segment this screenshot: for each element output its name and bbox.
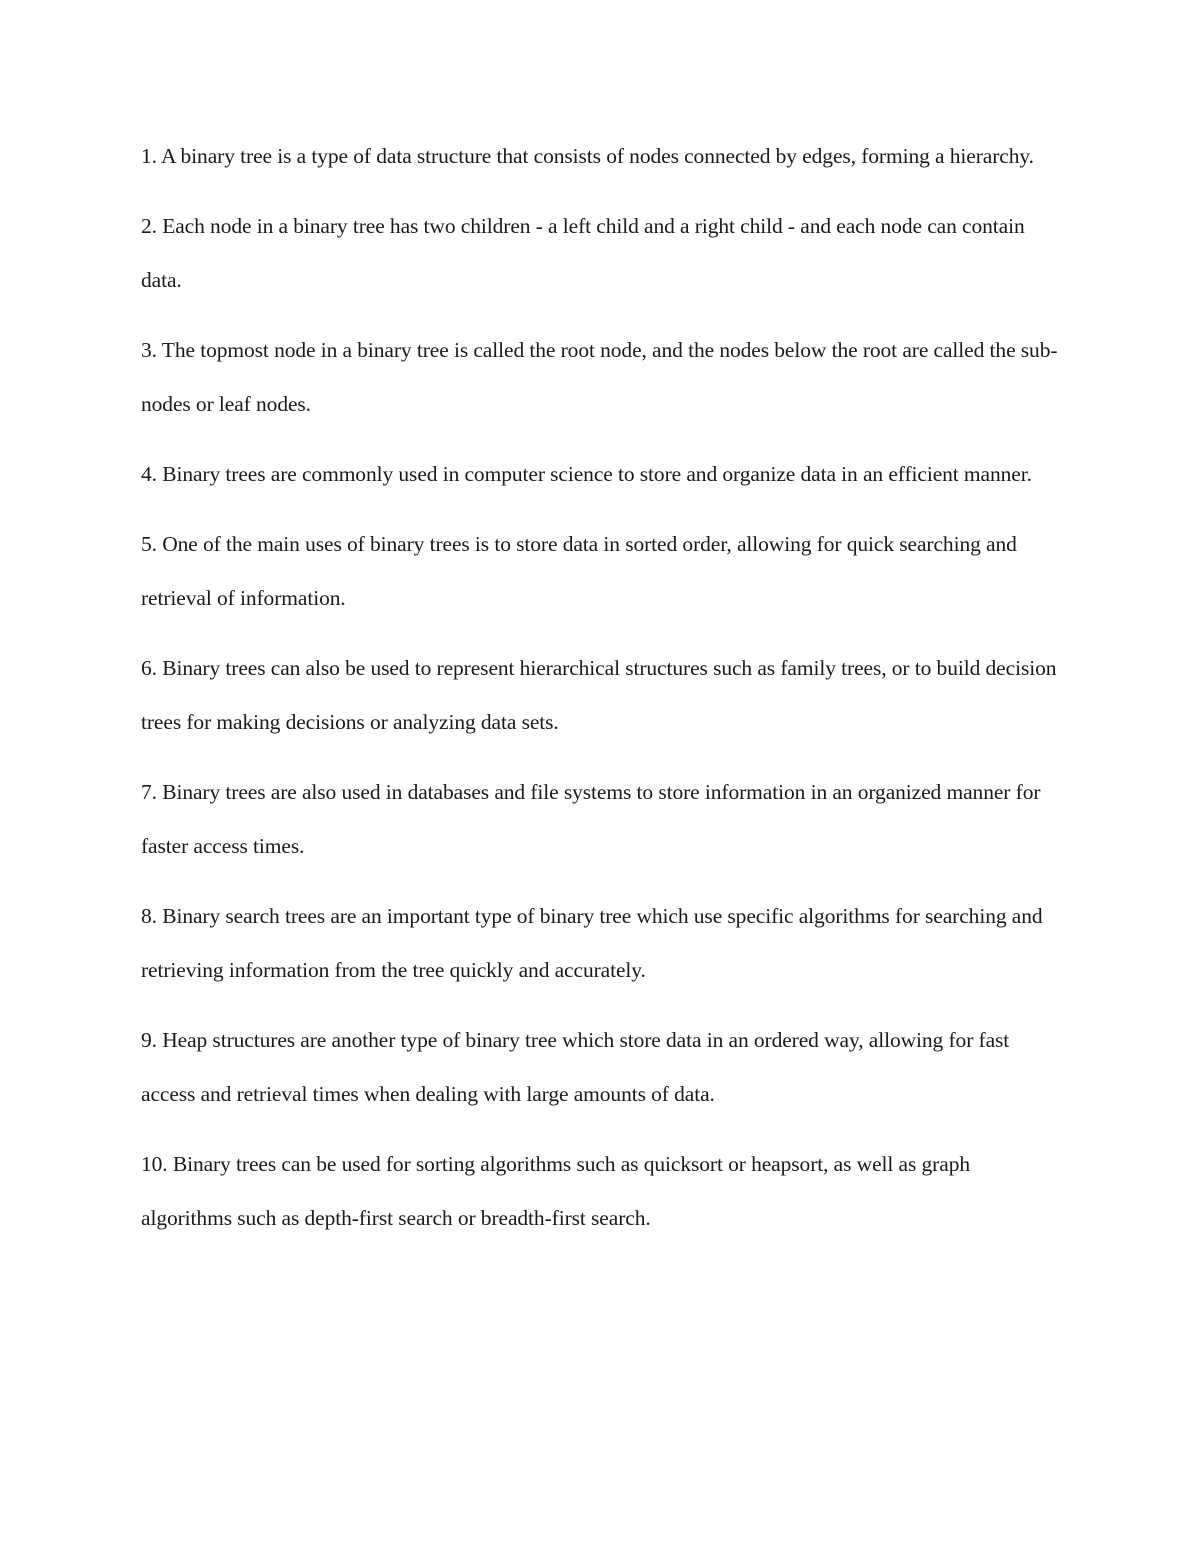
list-item-2: 2. Each node in a binary tree has two children - a left child and a right child - and each node can contain data.	[141, 214, 1025, 292]
list-item-3: 3. The topmost node in a binary tree is called the root node, and the nodes below the root are called the sub-nodes or leaf nodes.	[141, 338, 1058, 416]
list-item-10: 10. Binary trees can be used for sorting algorithms such as quicksort or heapsort, as well as graph algorithms such as depth-first search or breadth-first search.	[141, 1152, 970, 1230]
list-item-7: 7. Binary trees are also used in databases and file systems to store information in an organized manner for faster access times.	[141, 780, 1041, 858]
list-item-5: 5. One of the main uses of binary trees is to store data in sorted order, allowing for quick searching and retrieval of information.	[141, 532, 1017, 610]
list-item-4: 4. Binary trees are commonly used in computer science to store and organize data in an efficient manner.	[141, 462, 1032, 486]
document-body	[141, 129, 1061, 1261]
list-item-9: 9. Heap structures are another type of binary tree which store data in an ordered way, allowing for fast access and retrieval times when dealing with large amounts of data.	[141, 1028, 1010, 1106]
list-item-8: 8. Binary search trees are an important type of binary tree which use specific algorithms for searching and retrieving information from the tree quickly and accurately.	[141, 904, 1043, 982]
list-item-6: 6. Binary trees can also be used to represent hierarchical structures such as family trees, or to build decision trees for making decisions or analyzing data sets.	[141, 656, 1057, 734]
list-item-1: 1. A binary tree is a type of data structure that consists of nodes connected by edges, forming a hierarchy.	[141, 144, 1034, 168]
